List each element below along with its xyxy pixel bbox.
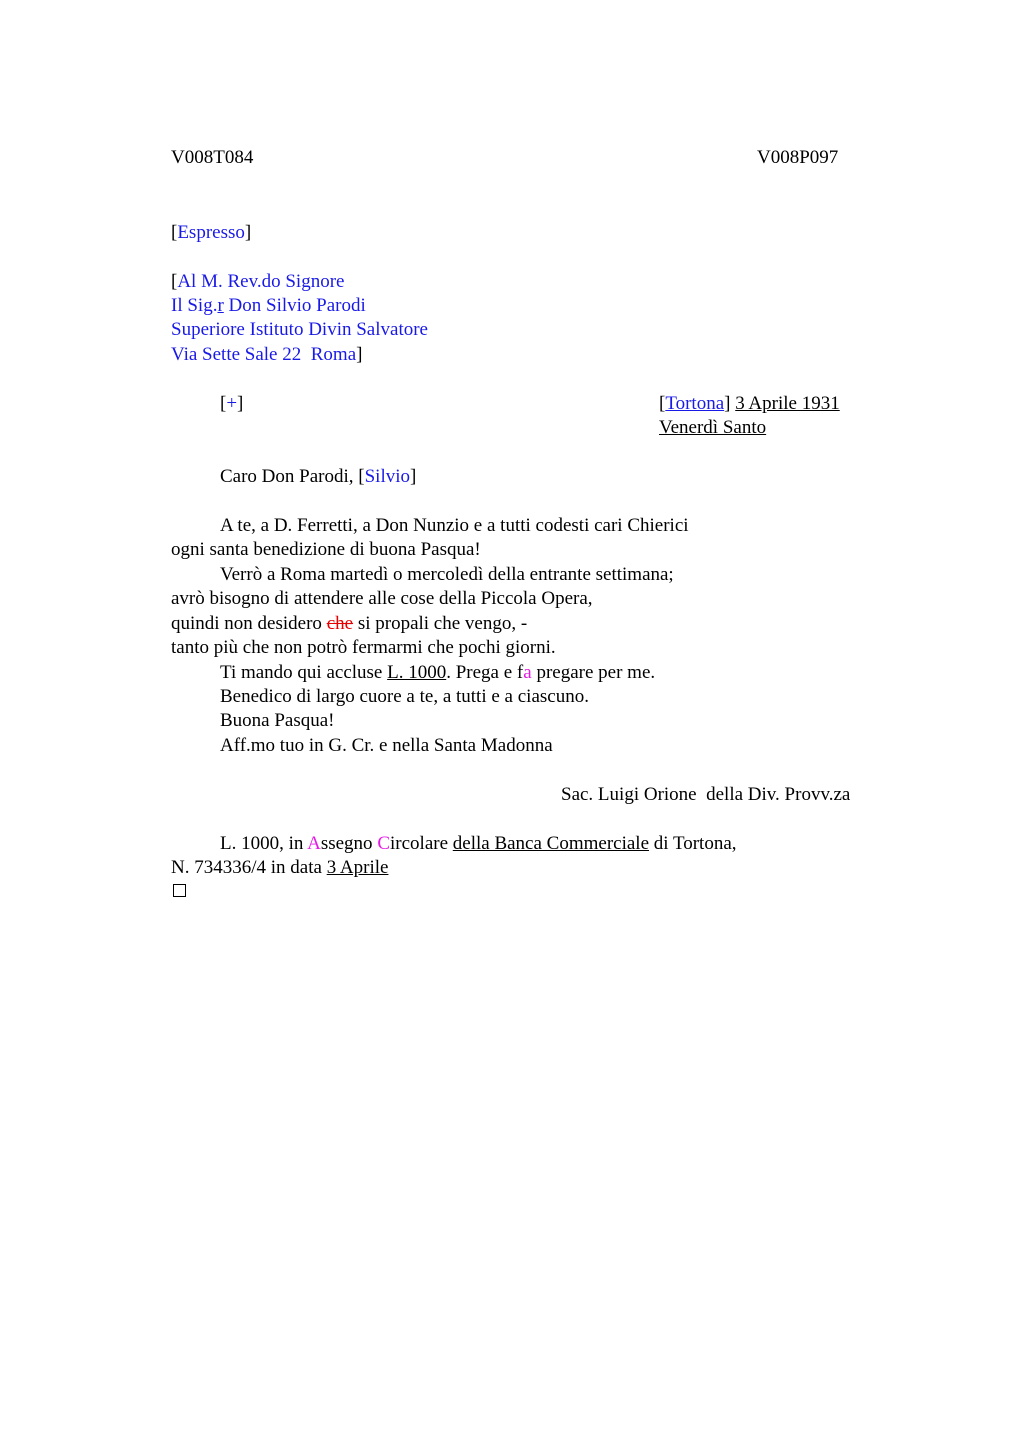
- inserted-letter: a: [523, 662, 532, 683]
- bracket-open: [: [171, 271, 178, 292]
- address-recipient-title: Al M. Rev.do Signore: [177, 271, 345, 292]
- body-text: Ti mando qui accluse: [220, 662, 388, 683]
- document-code-right: V008P097: [757, 147, 839, 168]
- note-text: ssegno: [320, 833, 378, 854]
- dateline-day: Venerdì Santo: [659, 417, 767, 438]
- dateline: [659, 392, 840, 417]
- address-name: Don Silvio Parodi: [223, 295, 366, 316]
- bracket-open: [: [220, 393, 227, 414]
- note-line-2: [171, 856, 388, 881]
- dateline-date: 3 Aprile 1931: [735, 393, 840, 414]
- bracket-open: [: [171, 222, 178, 243]
- bracket-open: [: [659, 393, 666, 414]
- body-line: A te, a D. Ferretti, a Don Nunzio e a tutti codesti cari Chierici: [220, 515, 689, 536]
- salutation-text: Caro Don Parodi,: [220, 466, 359, 487]
- inserted-letter: C: [377, 833, 390, 854]
- deleted-word: che: [326, 613, 354, 634]
- body-line: Buona Pasqua!: [220, 710, 335, 731]
- address-sig: Il Sig.: [171, 295, 218, 316]
- bracket-open: [: [358, 466, 365, 487]
- address-street: Via Sette Sale 22 Roma: [171, 344, 357, 365]
- document-code-left: V008T084: [171, 147, 254, 168]
- address-line-2: [171, 294, 366, 319]
- amount: L. 1000: [387, 662, 447, 683]
- body-text: pregare per me.: [531, 662, 656, 683]
- cross-line: [220, 392, 243, 417]
- bracket-close: ]: [724, 393, 731, 414]
- end-marker-box-icon: [173, 884, 186, 897]
- note-text: L. 1000, in: [220, 833, 308, 854]
- bracket-close: ]: [244, 222, 252, 243]
- address-line-1: [171, 270, 344, 295]
- body-text: si propali che vengo, -: [353, 613, 528, 634]
- body-line: avrò bisogno di attendere alle cose della Piccola Opera,: [171, 588, 593, 609]
- address-line-4: [171, 343, 362, 368]
- note-text: di Tortona,: [649, 833, 737, 854]
- address-line-3: Superiore Istituto Divin Salvatore: [171, 319, 428, 340]
- address-sig-superscript: r: [217, 295, 224, 316]
- note-text: ircolare: [390, 833, 453, 854]
- body-line: ogni santa benedizione di buona Pasqua!: [171, 539, 481, 560]
- note-date: 3 Aprile: [326, 857, 389, 878]
- bank-name: della Banca Commerciale: [452, 833, 650, 854]
- bracket-close: ]: [237, 393, 244, 414]
- cross-symbol: +: [226, 393, 238, 414]
- espresso-text: Espresso: [177, 222, 245, 243]
- closing-line: Aff.mo tuo in G. Cr. e nella Santa Madonna: [220, 735, 553, 756]
- body-line: Benedico di largo cuore a te, a tutti e a ciascuno.: [220, 686, 589, 707]
- body-line: tanto più che non potrò fermarmi che pochi giorni.: [171, 637, 556, 658]
- body-line: [171, 612, 527, 637]
- body-line: [220, 661, 655, 686]
- note-line-1: [220, 832, 737, 857]
- note-text: N. 734336/4 in data: [171, 857, 327, 878]
- dateline-place: Tortona: [665, 393, 725, 414]
- bracket-close: ]: [410, 466, 417, 487]
- salutation-name: Silvio: [364, 466, 410, 487]
- body-text: quindi non desidero: [171, 613, 327, 634]
- body-line: Verrò a Roma martedì o mercoledì della entrante settimana;: [220, 564, 674, 585]
- inserted-letter: A: [307, 833, 321, 854]
- signature: Sac. Luigi Orione della Div. Provv.za: [561, 784, 851, 805]
- espresso-line: [171, 221, 251, 246]
- body-text: . Prega e f: [446, 662, 524, 683]
- salutation: [220, 465, 416, 490]
- bracket-close: ]: [356, 344, 363, 365]
